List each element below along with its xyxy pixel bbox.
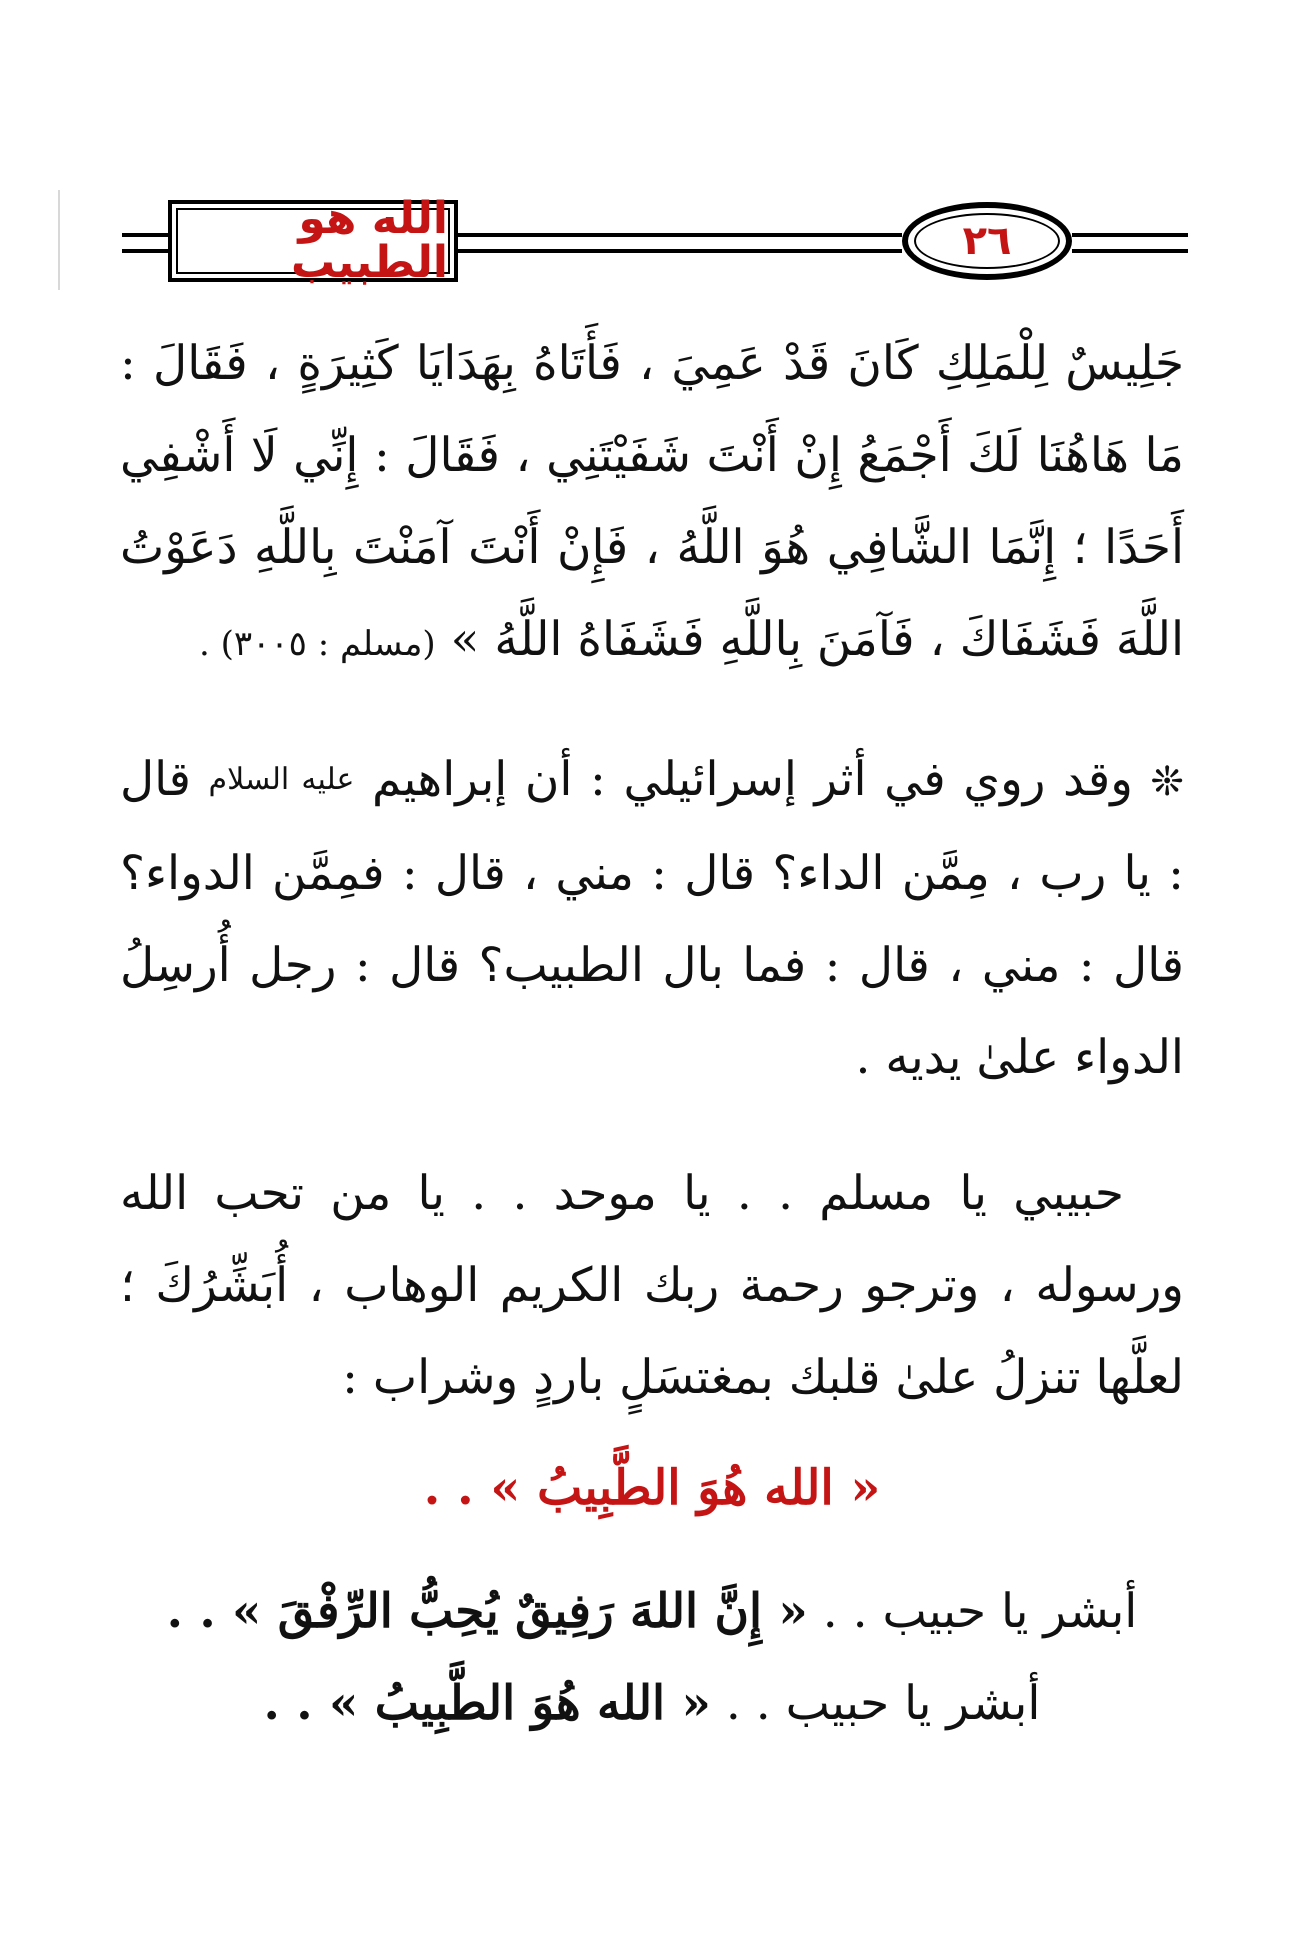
header-rule — [1072, 249, 1188, 253]
closing-prefix: أبشر يا حبيب . . — [725, 1676, 1041, 1731]
header-rule — [122, 233, 168, 237]
closing-line-2 — [120, 1658, 1184, 1750]
page-number-badge — [902, 202, 1072, 280]
paragraph-hadith — [120, 318, 1184, 690]
page-header — [122, 193, 1188, 288]
highlight-phrase: « الله هُوَ الطَّبِيبُ » . . — [423, 1460, 881, 1516]
chapter-title: الله هو الطبيب — [176, 208, 450, 274]
athar-body: قال : يا رب ، مِمَّن الداء؟ قال : مني ، قال : فمِمَّن الدواء؟ قال : مني ، قال : فما بال الطبيب؟ قال : رجل أُرسِلُ الدواء علىٰ يديه . — [120, 752, 1184, 1085]
chapter-title-box — [168, 193, 458, 288]
honorific-glyph: عليه السلام — [208, 762, 355, 797]
closing-prefix: أبشر يا حبيب . . — [822, 1584, 1138, 1639]
header-rule — [122, 249, 168, 253]
athar-intro: وقد روي في أثر إسرائيلي : أن إبراهيم — [371, 752, 1133, 807]
closing-quote: « الله هُوَ الطَّبِيبُ » . . — [263, 1676, 711, 1731]
page-body — [120, 318, 1184, 1750]
paragraph-address: حبيبي يا مسلم . . يا موحد . . يا من تحب الله ورسوله ، وترجو رحمة ربك الكريم الوهاب ، أُبَشِّرُكَ ؛ لعلَّها تنزلُ علىٰ قلبك بمغتسَلٍ باردٍ وشراب : — [120, 1166, 1184, 1405]
hadith-reference: (مسلم : ٣٠٠٥) . — [199, 624, 436, 664]
closing-quote: « إِنَّ اللهَ رَفِيقٌ يُحِبُّ الرِّفْقَ » . . — [166, 1584, 808, 1639]
hadith-text: جَلِيسٌ لِلْمَلِكِ كَانَ قَدْ عَمِيَ ، فَأَتَاهُ بِهَدَايَا كَثِيرَةٍ ، فَقَالَ : مَا هَاهُنَا لَكَ أَجْمَعُ إِنْ أَنْتَ شَفَيْتَنِي ، فَقَالَ : إِنِّي لَا أَشْفِي أَحَدًا ؛ إِنَّمَا الشَّافِي هُوَ اللَّهُ ، فَإِنْ أَنْتَ آمَنْتَ بِاللَّهِ دَعَوْتُ اللَّهَ فَشَفَاكَ ، فَآمَنَ بِاللَّهِ فَشَفَاهُ اللَّهُ » — [120, 336, 1184, 667]
paragraph-athar — [120, 734, 1184, 1104]
header-rule — [458, 249, 902, 253]
header-rule — [458, 233, 902, 237]
scan-artifact — [58, 190, 60, 290]
page-number: ٢٦ — [962, 218, 1012, 264]
asterism-icon: ❊ — [1150, 759, 1184, 805]
closing-line-1 — [120, 1566, 1184, 1658]
header-rule — [1072, 233, 1188, 237]
